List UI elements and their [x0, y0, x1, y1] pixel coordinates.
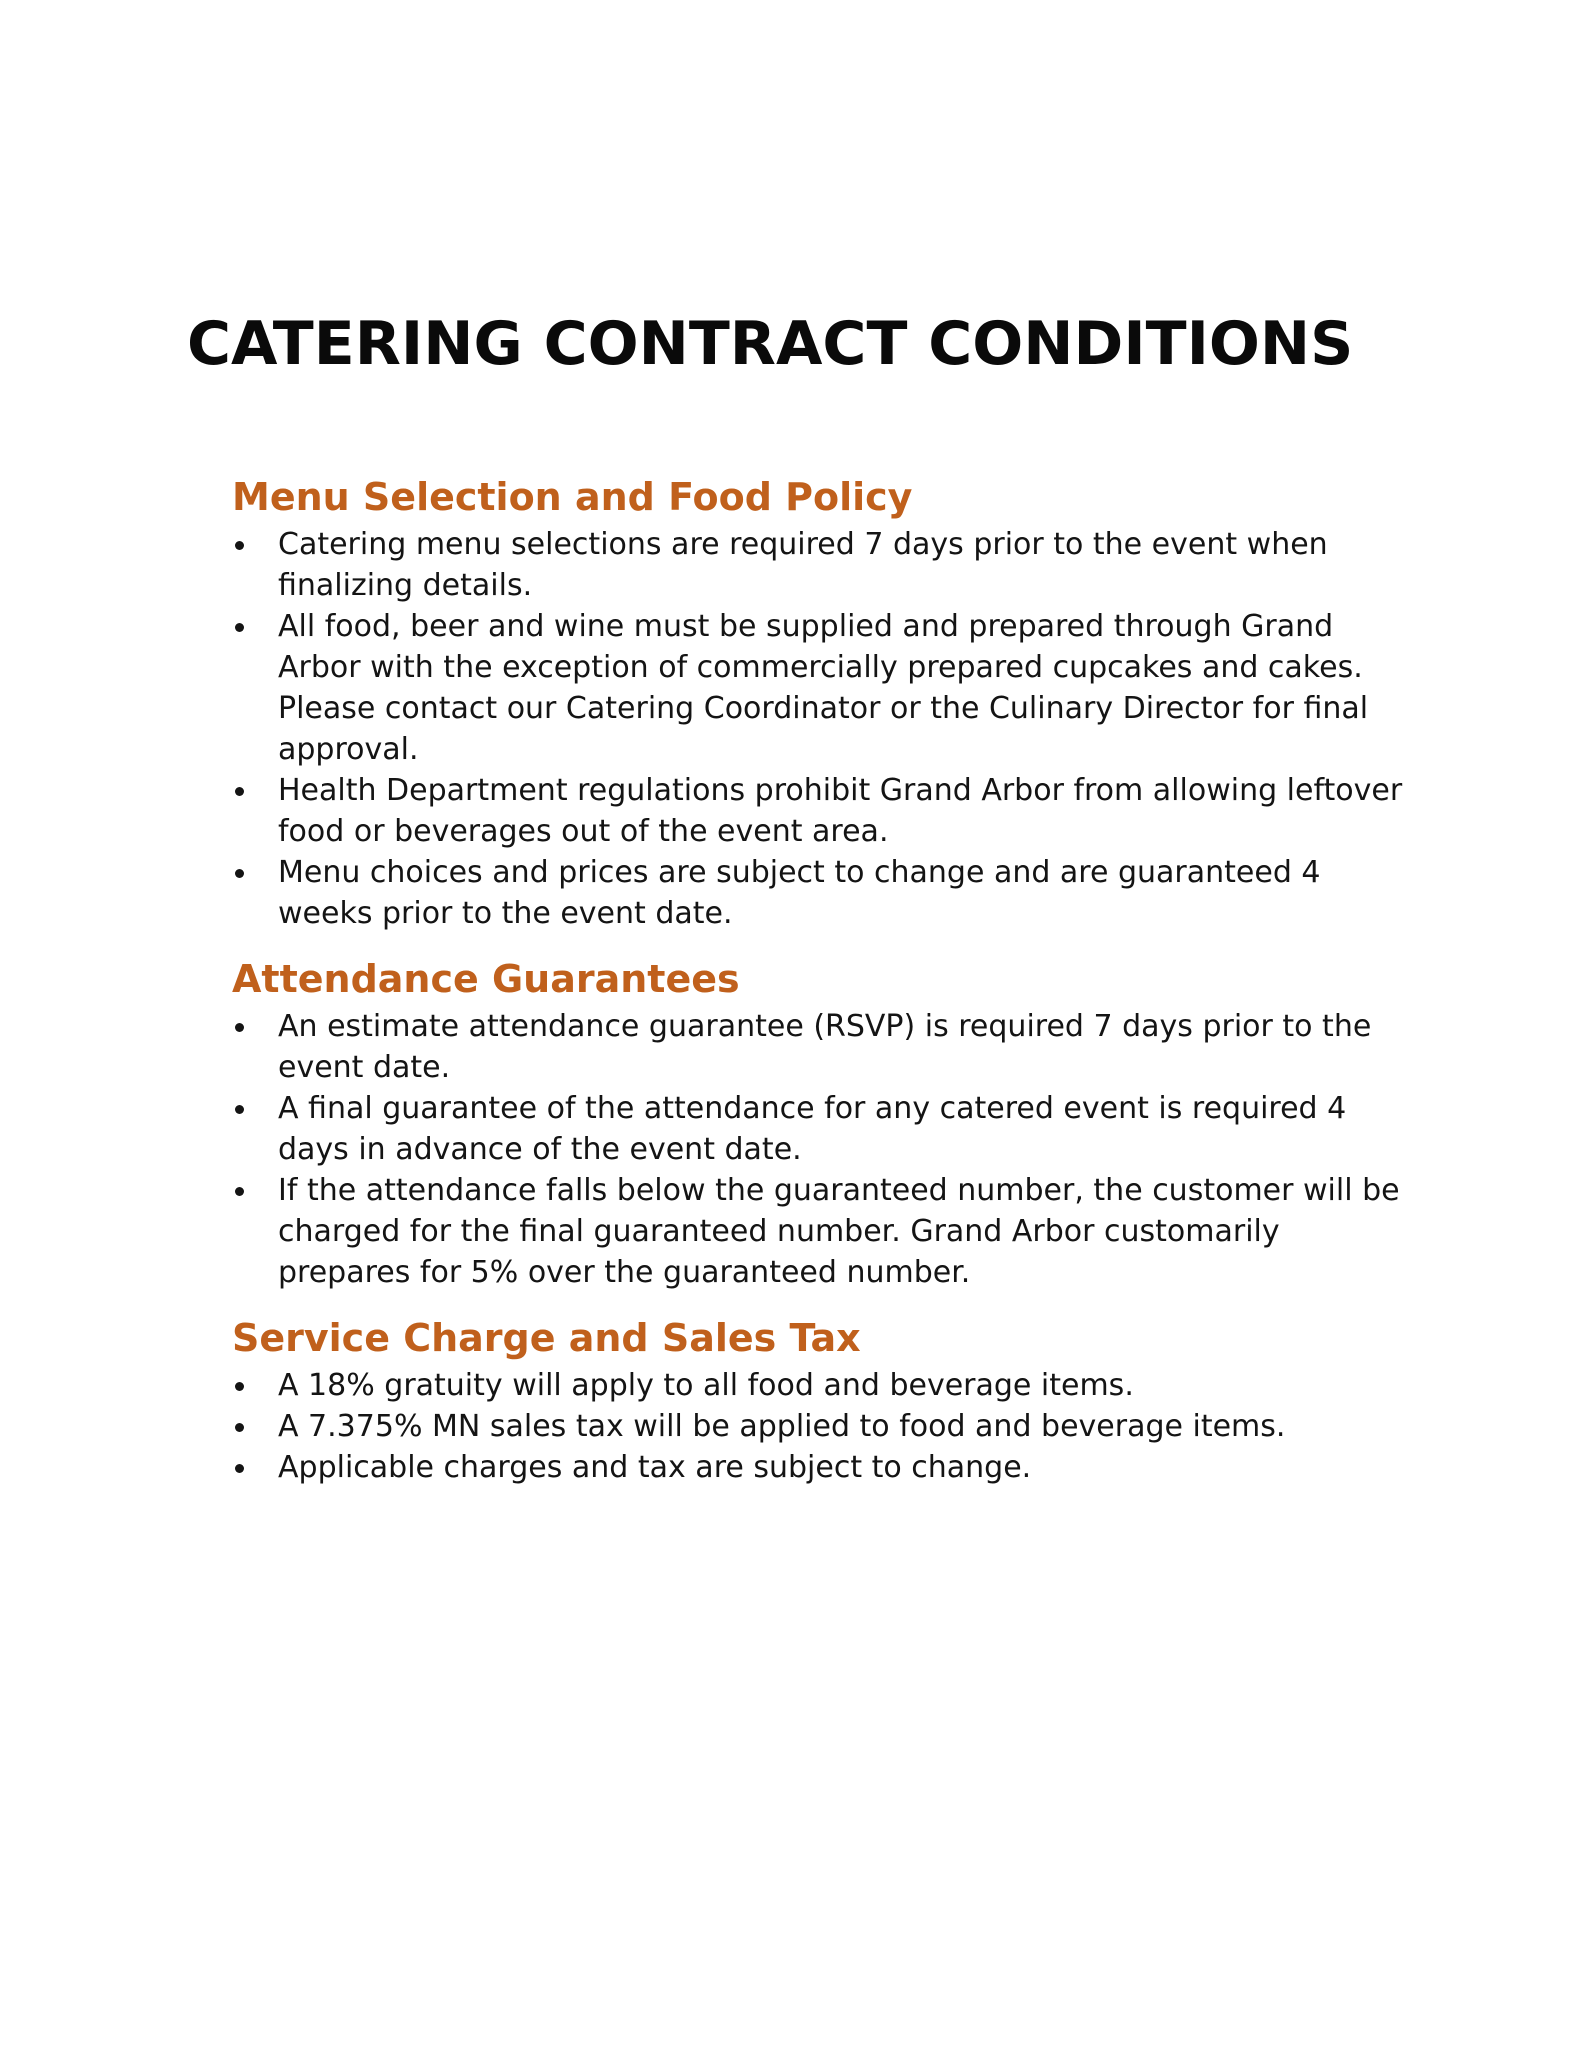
list-item-text: Catering menu selections are required 7 days prior to the event when finalizing details. [278, 527, 1328, 603]
section-heading: Menu Selection and Food Policy [232, 475, 913, 519]
bullet-icon [235, 623, 244, 632]
bullet-icon [235, 1423, 244, 1432]
section-heading: Service Charge and Sales Tax [232, 1316, 861, 1360]
list-item [232, 1170, 1412, 1293]
list-item [232, 1088, 1412, 1170]
bullet-list [232, 524, 1412, 934]
section-menu-selection [232, 470, 1412, 934]
bullet-icon [235, 1105, 244, 1114]
list-item-text: Health Department regulations prohibit Grand Arbor from allowing leftover food or beverages out of the event area. [278, 773, 1403, 849]
bullet-icon [235, 541, 244, 550]
list-item [232, 1365, 1412, 1406]
section-attendance-guarantees [232, 952, 1412, 1293]
list-item-text: A 18% gratuity will apply to all food and beverage items. [278, 1368, 1134, 1403]
list-item [232, 1406, 1412, 1447]
bullet-icon [235, 1464, 244, 1473]
bullet-icon [235, 1187, 244, 1196]
bullet-icon [235, 787, 244, 796]
list-item-text: A 7.375% MN sales tax will be applied to food and beverage items. [278, 1409, 1286, 1444]
list-item-text: Applicable charges and tax are subject to change. [278, 1450, 1032, 1485]
bullet-icon [235, 1382, 244, 1391]
list-item-text: Menu choices and prices are subject to change and are guaranteed 4 weeks prior to the event date. [278, 855, 1321, 931]
list-item [232, 1006, 1412, 1088]
section-heading: Attendance Guarantees [232, 957, 740, 1001]
list-item-text: An estimate attendance guarantee (RSVP) is required 7 days prior to the event date. [278, 1009, 1372, 1085]
page-title: CATERING CONTRACT CONDITIONS [187, 309, 1354, 379]
bullet-icon [235, 869, 244, 878]
bullet-list [232, 1365, 1412, 1488]
list-item [232, 852, 1412, 934]
section-service-charge [232, 1311, 1412, 1488]
document-body [232, 470, 1412, 1488]
list-item-text: If the attendance falls below the guaranteed number, the customer will be charged for the final guaranteed number. Grand Arbor customarily prepares for 5% over the guaranteed number. [278, 1173, 1400, 1290]
bullet-icon [235, 1023, 244, 1032]
list-item-text: All food, beer and wine must be supplied and prepared through Grand Arbor with the exception of commercially prepared cupcakes and cakes. Please contact our Catering Coordinator or the Culinary Director for final approval. [278, 609, 1369, 767]
list-item [232, 1447, 1412, 1488]
list-item [232, 524, 1412, 606]
list-item [232, 606, 1412, 770]
list-item [232, 770, 1412, 852]
list-item-text: A final guarantee of the attendance for any catered event is required 4 days in advance of the event date. [278, 1091, 1347, 1167]
bullet-list [232, 1006, 1412, 1293]
